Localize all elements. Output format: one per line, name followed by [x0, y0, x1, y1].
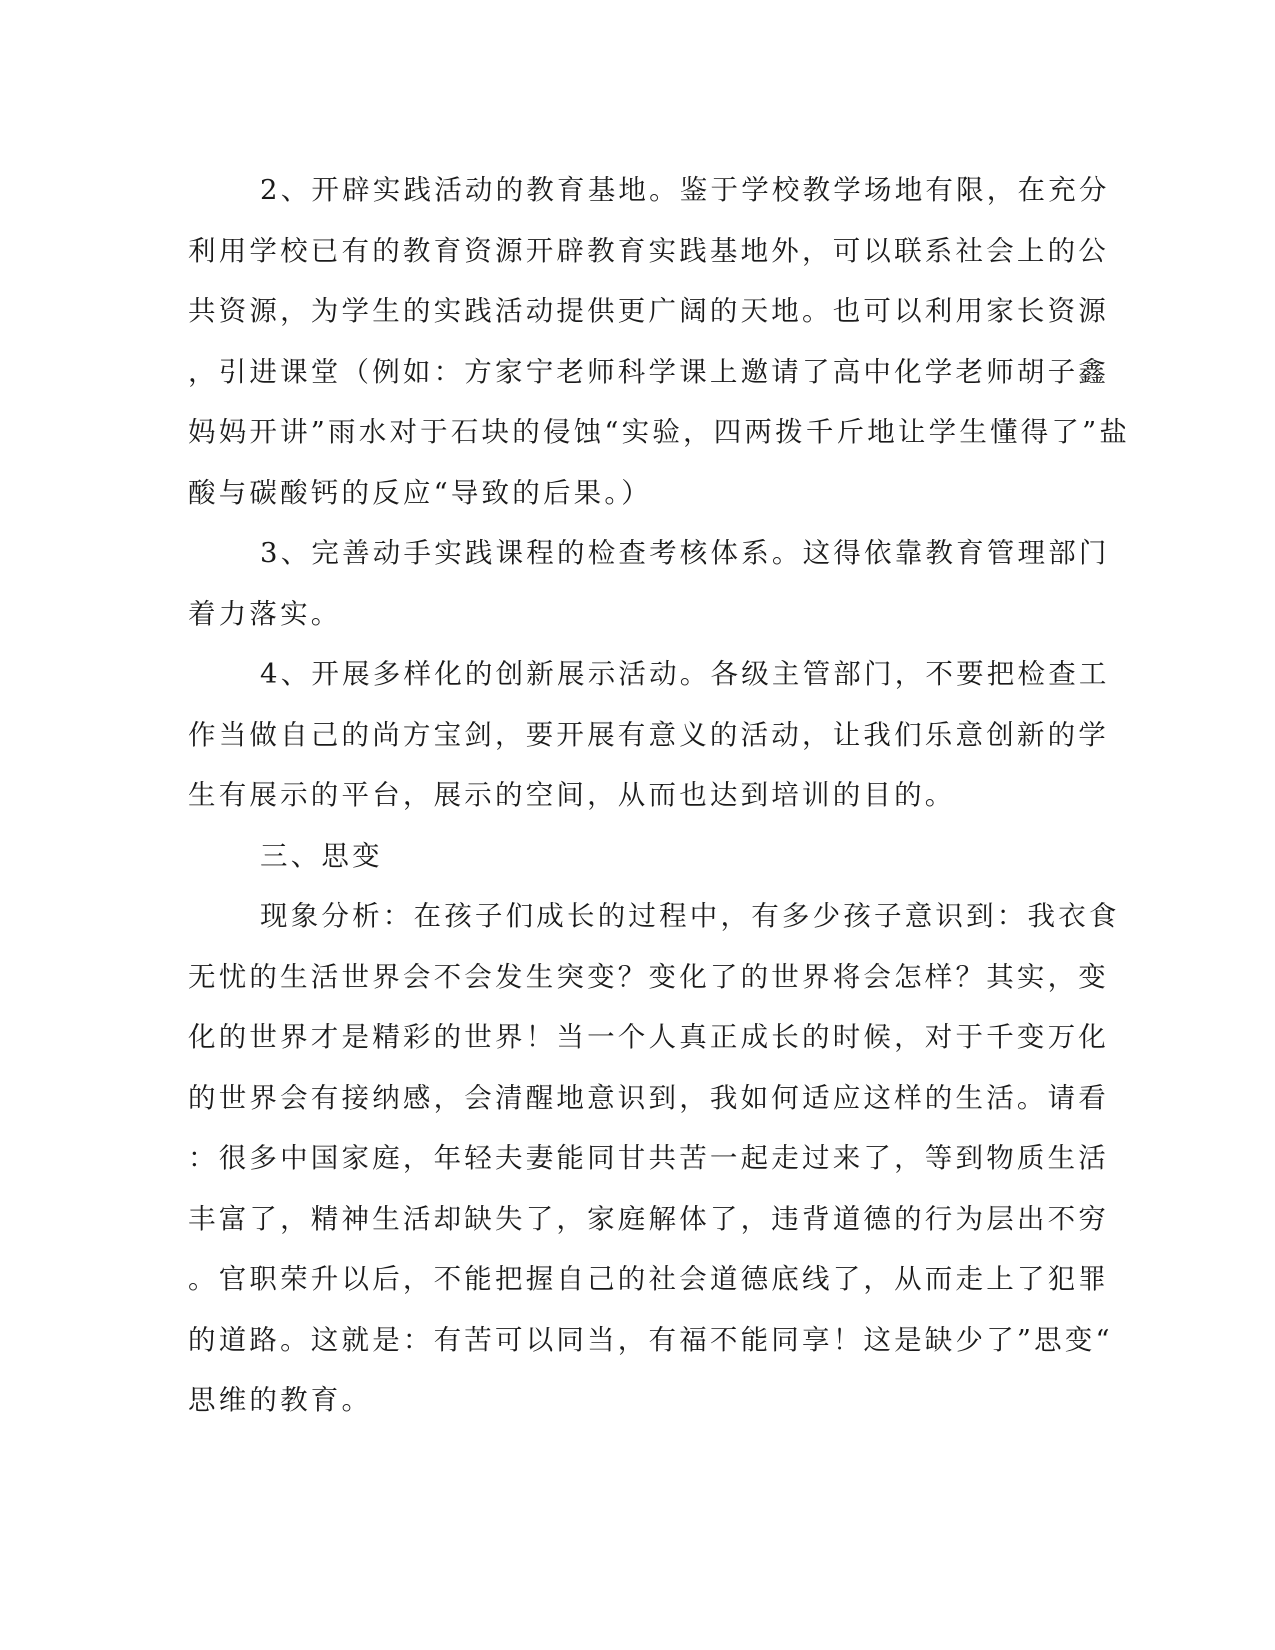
paragraph-line: 2、开辟实践活动的教育基地。鉴于学校教学场地有限，在充分	[260, 174, 1110, 206]
paragraph-line: 化的世界才是精彩的世界！当一个人真正成长的时候，对于千变万化	[188, 1021, 1109, 1053]
paragraph-line: ：很多中国家庭，年轻夫妻能同甘共苦一起走过来了，等到物质生活	[188, 1142, 1109, 1174]
paragraph-line: 共资源，为学生的实践活动提供更广阔的天地。也可以利用家长资源	[188, 295, 1109, 327]
paragraph-line: 现象分析：在孩子们成长的过程中，有多少孩子意识到：我衣食	[260, 900, 1120, 932]
paragraph-line: 的道路。这就是：有苦可以同当，有福不能同享！这是缺少了”思变“	[188, 1323, 1113, 1356]
paragraph-line: 4、开展多样化的创新展示活动。各级主管部门，不要把检查工	[260, 658, 1110, 690]
paragraph-line: 着力落实。	[188, 597, 342, 630]
paragraph-line: 酸与碳酸钙的反应“导致的后果。）	[188, 476, 653, 509]
paragraph-line: 的世界会有接纳感，会清醒地意识到，我如何适应这样的生活。请看	[188, 1081, 1109, 1114]
paragraph-line: 生有展示的平台，展示的空间，从而也达到培训的目的。	[188, 779, 956, 811]
paragraph-line: 丰富了，精神生活却缺失了，家庭解体了，违背道德的行为层出不穷	[188, 1202, 1109, 1235]
document-body	[188, 160, 1131, 1431]
paragraph-line: 无忧的生活世界会不会发生突变？变化了的世界将会怎样？其实，变	[188, 960, 1109, 993]
paragraph-line: 作当做自己的尚方宝剑，要开展有意义的活动，让我们乐意创新的学	[188, 718, 1109, 751]
paragraph-line: 思维的教育。	[188, 1384, 373, 1416]
paragraph-line: 。官职荣升以后，不能把握自己的社会道德底线了，从而走上了犯罪	[188, 1263, 1109, 1295]
paragraph-line: 3、完善动手实践课程的检查考核体系。这得依靠教育管理部门	[260, 537, 1110, 569]
paragraph-line: 利用学校已有的教育资源开辟教育实践基地外，可以联系社会上的公	[188, 234, 1109, 267]
section-heading: 三、思变	[260, 839, 383, 872]
paragraph-line: 妈妈开讲”雨水对于石块的侵蚀“实验，四两拨千斤地让学生懂得了”盐	[188, 416, 1131, 448]
paragraph-line: ，引进课堂（例如：方家宁老师科学课上邀请了高中化学老师胡子鑫	[188, 355, 1109, 388]
